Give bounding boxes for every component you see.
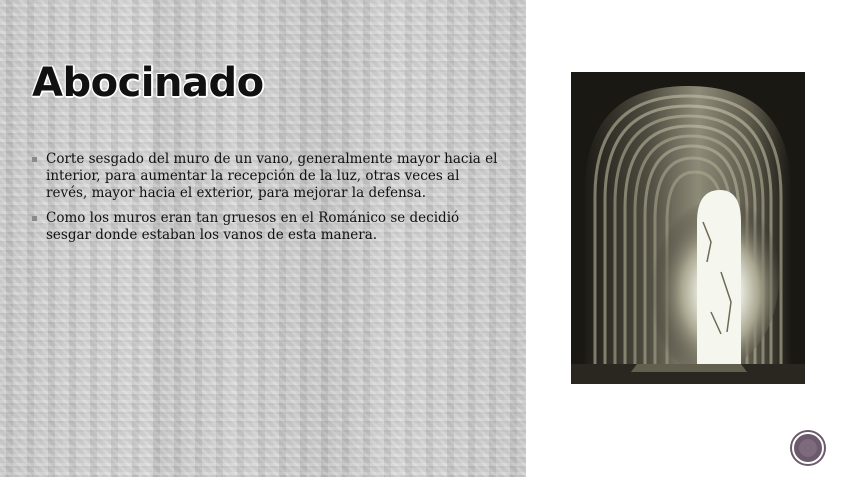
bullet-item [30,151,500,202]
bullet-text: Como los muros eran tan gruesos en el Románico se decidió sesgar donde estaban los vanos de esta manera. [46,210,460,243]
bullet-text: Corte sesgado del muro de un vano, generalmente mayor hacia el interior, para aumentar la recepción de la luz, otras veces al revés, mayor hacia el exterior, para mejorar la defensa. [46,151,498,201]
bullet-list [30,151,500,252]
arch-window-photo [571,72,805,384]
circle-nav-icon [799,439,817,457]
bullet-square-icon [32,157,37,162]
bullet-item [30,210,500,244]
next-slide-button[interactable] [792,432,824,464]
bullet-square-icon [32,216,37,221]
slide-title: Abocinado [32,60,264,106]
